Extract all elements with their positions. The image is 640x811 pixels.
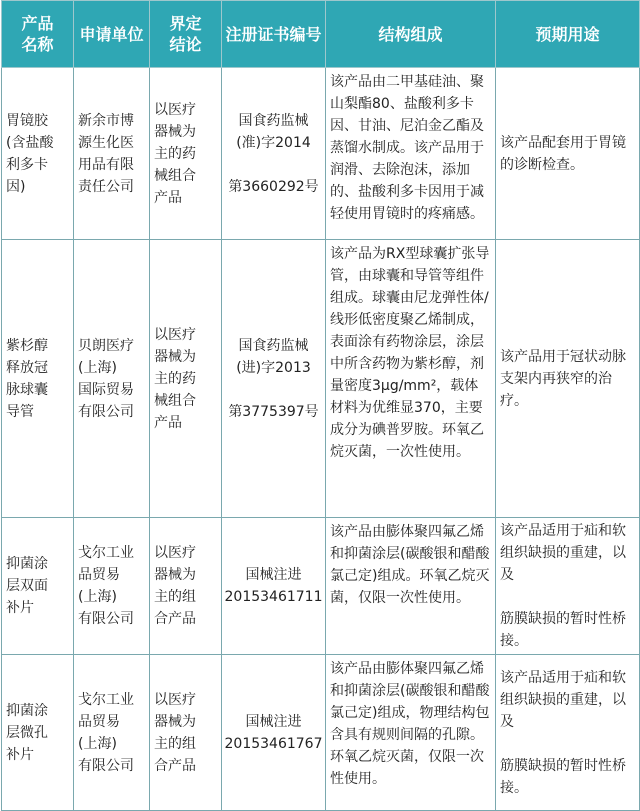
product-table [1,0,640,811]
cell-conclusion: 以医疗 器械为 主的组 合产品 [150,518,222,655]
header-intended-use: 预期用途 [496,1,640,68]
header-composition: 结构组成 [326,1,496,68]
table-row [2,68,640,240]
cell-registration-number: 国食药监械 (进)字2013 第3775397号 [222,240,326,518]
cell-composition: 该产品由二甲基硅油、聚山梨酯80、盐酸利多卡因、甘油、尼泊金乙酯及蒸馏水制成。该产品用于润滑、去除泡沫，添加的、盐酸利多卡因用于减轻使用胃镜时的疼痛感。 [326,68,496,240]
cell-product-name: 抑菌涂 层双面 补片 [2,518,74,655]
cell-applicant: 贝朗医疗 (上海) 国际贸易 有限公司 [74,240,150,518]
cell-product-name: 紫杉醇 释放冠 脉球囊 导管 [2,240,74,518]
cell-product-name: 胃镜胶 (含盐酸 利多卡 因) [2,68,74,240]
cell-registration-number: 国械注进 20153461711 [222,518,326,655]
cell-intended-use: 该产品用于冠状动脉支架内再狭窄的治疗。 [496,240,640,518]
cell-intended-use: 该产品适用于疝和软组织缺损的重建，以及 筋膜缺损的暂时性桥接。 [496,518,640,655]
cell-conclusion: 以医疗 器械为 主的药 械组合 产品 [150,240,222,518]
cell-intended-use: 该产品适用于疝和软组织缺损的重建，以及 筋膜缺损的暂时性桥接。 [496,655,640,811]
cell-applicant: 戈尔工业 品贸易 (上海) 有限公司 [74,518,150,655]
cell-intended-use: 该产品配套用于胃镜的诊断检查。 [496,68,640,240]
cell-registration-number: 国械注进 20153461767 [222,655,326,811]
cell-product-name: 抑菌涂 层微孔 补片 [2,655,74,811]
header-row [2,1,640,68]
cell-composition: 该产品由膨体聚四氟乙烯和抑菌涂层(碳酸银和醋酸氯己定)组成。环氧乙烷灭菌，仅限一次性使用。 [326,518,496,655]
header-applicant: 申请单位 [74,1,150,68]
header-registration-number: 注册证书编号 [222,1,326,68]
cell-composition: 该产品为RX型球囊扩张导管，由球囊和导管等组件组成。球囊由尼龙弹性体/线形低密度聚乙烯制成，表面涂有药物涂层，涂层中所含药物为紫杉醇，剂量密度3μg/mm²，载体材料为优维显370，主要成分为碘普罗胺。环氧乙烷灭菌，一次性使用。 [326,240,496,518]
cell-composition: 该产品由膨体聚四氟乙烯和抑菌涂层(碳酸银和醋酸氯己定)组成，物理结构包含具有规则间隔的孔隙。环氧乙烷灭菌，仅限一次性使用。 [326,655,496,811]
table-row [2,240,640,518]
cell-conclusion: 以医疗 器械为 主的组 合产品 [150,655,222,811]
header-conclusion: 界定 结论 [150,1,222,68]
table-row [2,518,640,655]
cell-applicant: 新余市博 源生化医 用品有限 责任公司 [74,68,150,240]
table-row [2,655,640,811]
cell-conclusion: 以医疗 器械为 主的药 械组合 产品 [150,68,222,240]
cell-registration-number: 国食药监械 (准)字2014 第3660292号 [222,68,326,240]
cell-applicant: 戈尔工业 品贸易 (上海) 有限公司 [74,655,150,811]
header-product-name: 产品 名称 [2,1,74,68]
